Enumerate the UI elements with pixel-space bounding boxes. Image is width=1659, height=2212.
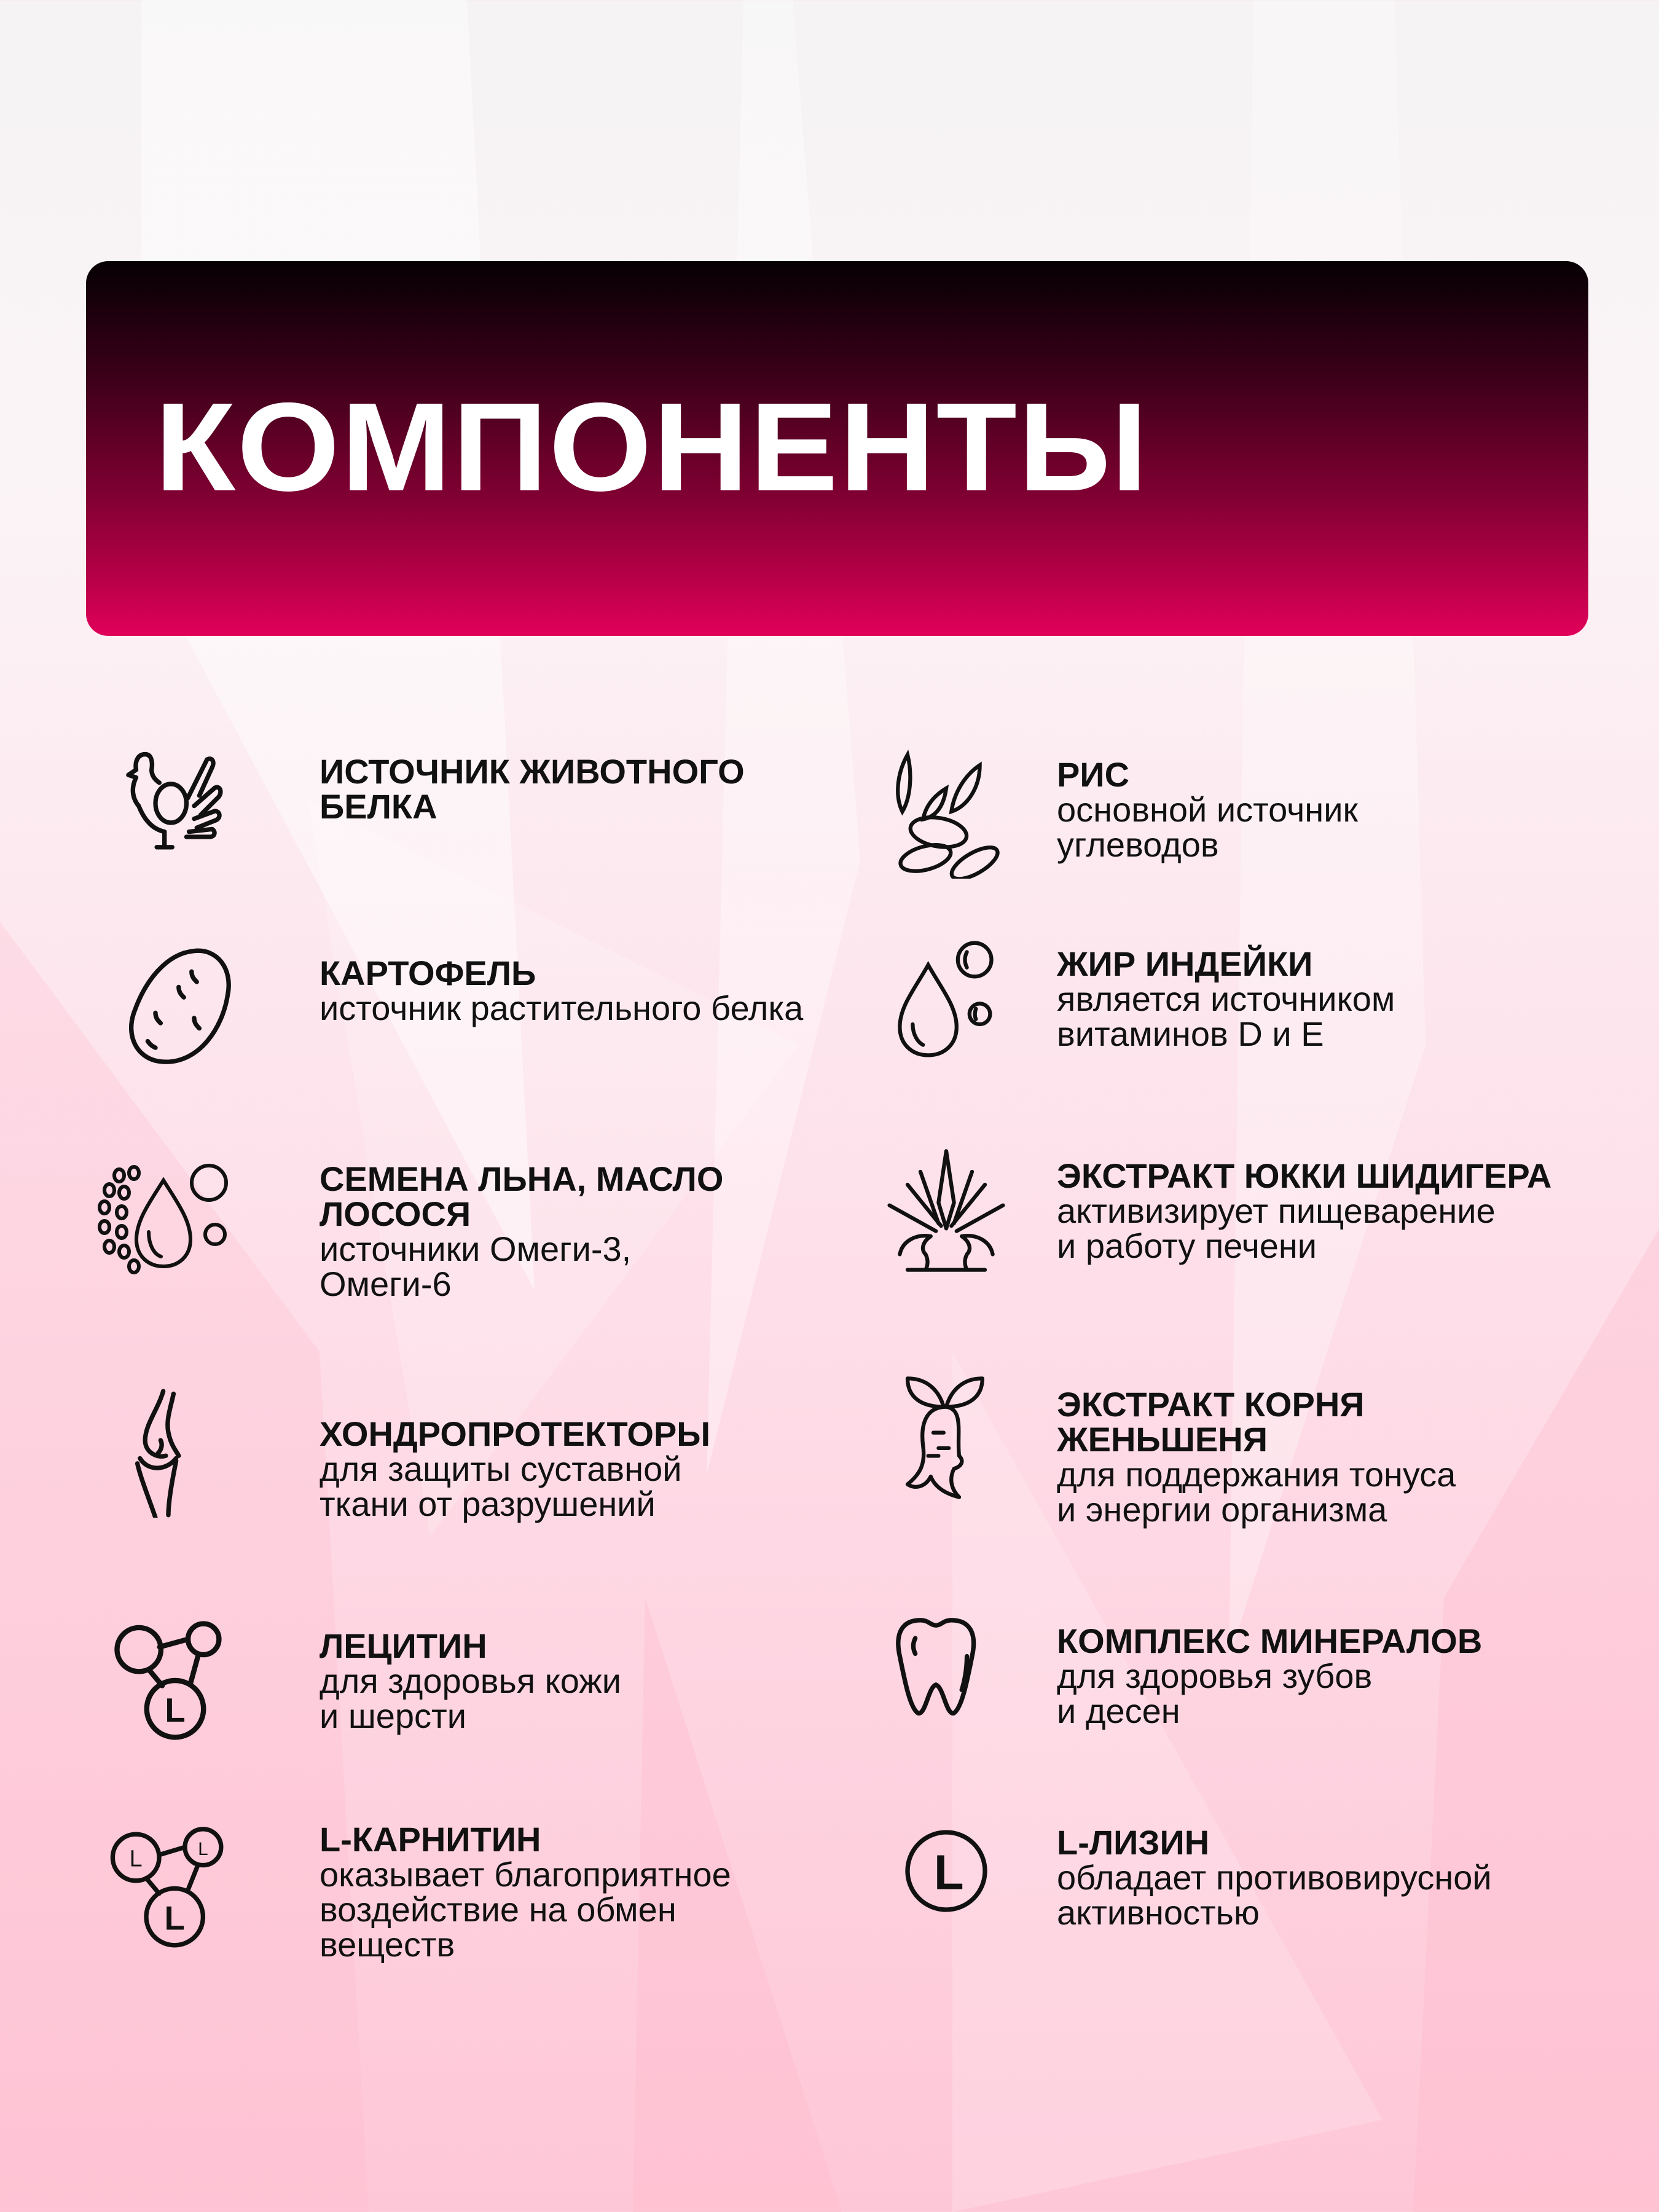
l-molecule-icon	[108, 1819, 237, 1948]
component-title: КАРТОФЕЛЬ	[320, 954, 536, 992]
component-description: оказывает благоприятное	[320, 1855, 731, 1894]
component-title: КОМПЛЕКС МИНЕРАЛОВ	[1057, 1622, 1483, 1660]
component-description: источники Омеги-3,	[320, 1230, 632, 1268]
component-description: основной источник	[1057, 790, 1358, 829]
component-title: ЭКСТРАКТ ЮККИ ШИДИГЕРА	[1057, 1156, 1552, 1195]
component-title: РИС	[1057, 755, 1130, 794]
component-title: БЕЛКА	[320, 787, 437, 826]
component-title: L-ЛИЗИН	[1057, 1823, 1210, 1862]
component-title: ЖЕНЬШЕНЯ	[1057, 1420, 1268, 1459]
component-description: для поддержания тонуса	[1057, 1455, 1456, 1494]
tooth-icon	[882, 1610, 1011, 1739]
component-description: и десен	[1057, 1692, 1180, 1730]
page-title: КОМПОНЕНТЫ	[155, 377, 1149, 517]
svg-text:L: L	[165, 1692, 186, 1730]
component-description: и работу печени	[1057, 1226, 1317, 1265]
component-description: и энергии организма	[1057, 1490, 1387, 1529]
joint-icon	[117, 1389, 246, 1518]
turkey-icon	[117, 747, 246, 876]
seeds-oil-drop-icon	[92, 1155, 240, 1284]
svg-text:L: L	[198, 1838, 208, 1859]
molecule-icon	[111, 1616, 240, 1745]
component-description: для защиты суставной	[320, 1449, 682, 1488]
svg-text:L: L	[129, 1846, 143, 1872]
svg-text:L: L	[933, 1845, 964, 1900]
component-description: для здоровья кожи	[320, 1661, 621, 1700]
component-description: обладает противовирусной	[1057, 1858, 1492, 1897]
component-title: ЛОСОСЯ	[320, 1194, 471, 1233]
svg-text:L: L	[164, 1899, 185, 1937]
component-description: углеводов	[1057, 825, 1219, 864]
potato-icon	[117, 943, 246, 1072]
title-banner	[86, 261, 1588, 636]
component-title: ИСТОЧНИК ЖИВОТНОГО	[320, 752, 745, 791]
rice-icon	[882, 750, 1011, 879]
component-description: ткани от разрушений	[320, 1484, 656, 1523]
l-circle-icon	[882, 1806, 1011, 1936]
component-title: ЛЕЦИТИН	[320, 1626, 487, 1665]
component-description: активностью	[1057, 1893, 1260, 1932]
component-description: веществ	[320, 1925, 455, 1964]
component-title: СЕМЕНА ЛЬНА, МАСЛО	[320, 1159, 724, 1198]
component-title: ЖИР ИНДЕЙКИ	[1057, 944, 1313, 983]
component-description: витаминов D и E	[1057, 1014, 1324, 1053]
ginseng-root-icon	[882, 1373, 1011, 1502]
yucca-icon	[882, 1146, 1011, 1275]
component-title: ХОНДРОПРОТЕКТОРЫ	[320, 1414, 711, 1453]
component-description: активизирует пищеварение	[1057, 1191, 1496, 1230]
fat-drop-icon	[882, 934, 1011, 1063]
component-description: является источником	[1057, 979, 1395, 1018]
component-title: ЭКСТРАКТ КОРНЯ	[1057, 1385, 1365, 1424]
component-title: L-КАРНИТИН	[320, 1820, 541, 1859]
component-description: источник растительного белка	[320, 989, 804, 1027]
component-description: и шерсти	[320, 1696, 466, 1735]
component-description: воздействие на обмен	[320, 1890, 677, 1929]
component-description: для здоровья зубов	[1057, 1657, 1373, 1695]
component-description: Омеги-6	[320, 1265, 452, 1303]
